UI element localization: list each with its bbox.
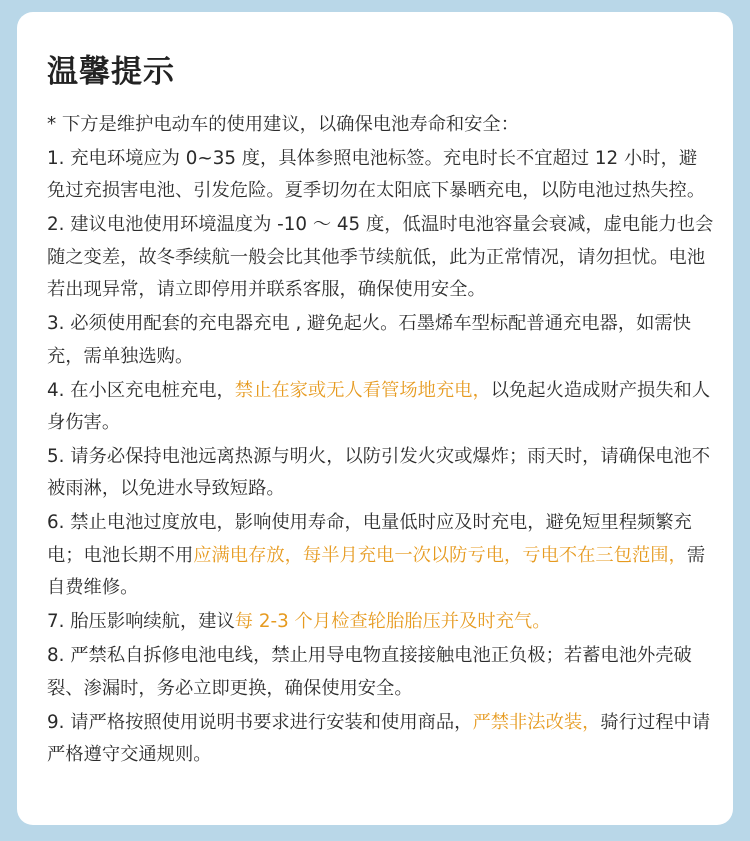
tip-highlight-text: 应满电存放，每半月充电一次以防亏电，亏电不在三包范围， (193, 544, 687, 566)
tip-text: 9. 请严格按照使用说明书要求进行安装和使用商品， (47, 711, 473, 733)
tip-item (47, 640, 715, 705)
tip-text: 8. 严禁私自拆修电池电线，禁止用导电物直接接触电池正负极；若蓄电池外壳破裂、渗漏时，务必立即更换，确保使用安全。 (47, 645, 692, 699)
tip-item (47, 507, 715, 604)
tip-text: 4. 在小区充电桩充电， (47, 379, 235, 401)
tip-text: 1. 充电环境应为 0~35 度，具体参照电池标签。充电时长不宜超过 12 小时，避免过充损害电池、引发危险。夏季切勿在太阳底下暴晒充电，以防电池过热失控。 (47, 148, 706, 202)
tip-text: 2. 建议电池使用环境温度为 -10 ～ 45 度，低温时电池容量会衰减，虚电能力也会随之变差，故冬季续航一般会比其他季节续航低，此为正常情况，请勿担忧。电池若出现异常，请立即停用并联系客服，确保使用安全。 (47, 214, 714, 301)
tip-highlight-text: 禁止在家或无人看管场地充电， (234, 379, 491, 401)
tip-text: 5. 请务必保持电池远离热源与明火，以防引发火灾或爆炸；雨天时，请确保电池不被雨淋，以免进水导致短路。 (47, 446, 711, 500)
tip-item (47, 308, 715, 373)
tip-text: 以免起火造成财产损失和人身伤害。 (47, 379, 711, 434)
tip-item (47, 209, 715, 306)
tip-text: 需自费维修。 (47, 544, 706, 599)
tips-content (47, 109, 715, 773)
intro-text: * 下方是维护电动车的使用建议，以确保电池寿命和安全： (47, 114, 519, 135)
tips-card (17, 12, 733, 825)
tip-item (47, 441, 715, 506)
tip-item (47, 375, 715, 440)
tip-highlight-text: 每 2-3 个月检查轮胎胎压并及时充气。 (234, 611, 551, 633)
page-title: 温馨提示 (47, 54, 175, 90)
tip-item (47, 143, 715, 208)
tip-item (47, 707, 715, 772)
tip-item (47, 606, 715, 638)
tip-text: 骑行过程中请严格遵守交通规则。 (47, 711, 711, 766)
tip-text: 6. 禁止电池过度放电，影响使用寿命，电量低时应及时充电，避免短里程频繁充电；电池长期不用 (47, 512, 692, 566)
tip-highlight-text: 严禁非法改装， (472, 711, 601, 733)
tips-list (47, 143, 715, 771)
tip-text: 3. 必须使用配套的充电器充电 , 避免起火。石墨烯车型标配普通充电器，如需快充，需单独选购。 (47, 313, 691, 367)
tip-text: 7. 胎压影响续航，建议 (47, 611, 235, 633)
